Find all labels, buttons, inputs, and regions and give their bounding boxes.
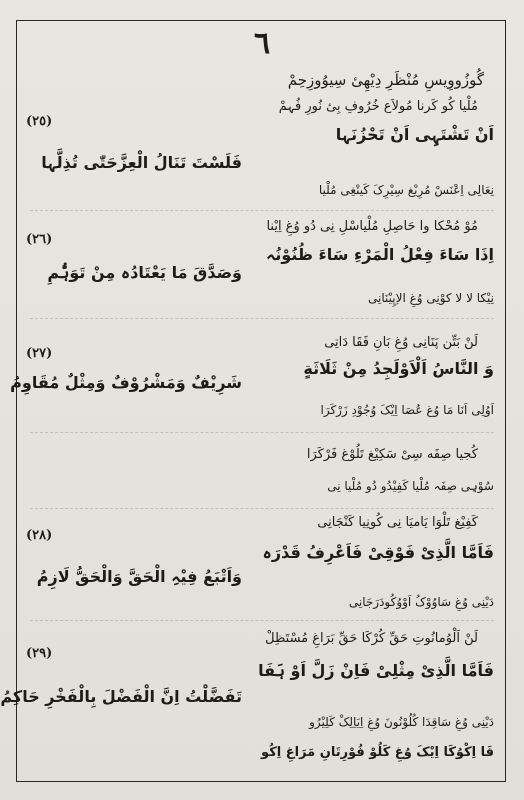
- verse-hemistich-right: اَنْ تَشْتَہِی اَنْ تَحْزُنَہا: [335, 125, 494, 144]
- section-divider: [30, 210, 494, 211]
- verse-hemistich-right: فَاَمَّا الَّذِیْ مِثْلِیْ فَاِنْ زَلَّ اَوْ ہَفَا: [258, 661, 494, 680]
- verse-gloss: اَوُلِی اَنَا مَا وُغ عُصَا اِیْکَ وُجُوْدِ زَرْکَرَا: [320, 403, 494, 417]
- verse-number: (٢٧): [26, 346, 53, 361]
- page-heading: گُوزُووِیسِ مُنْظَرِ دِیْھِیٔ سِیوُوزِحِمْ: [287, 71, 484, 89]
- verse-hemistich-left: تَفَضَّلْتُ اِنَّ الْفَضْلَ بِالْفَخْرِ حَاکِمُ: [0, 687, 242, 706]
- section-divider: [30, 508, 494, 509]
- verse-gloss: نِیْکا لا لا کوْنِی وُغِ الاِپِیْنَانِی: [368, 291, 494, 305]
- section-divider: [30, 318, 494, 319]
- verse-gloss: نِعَالِی اِعْنَسْ مُرِیْغ سِیْرِکَ کَینْغِی مُلْیا: [318, 183, 494, 197]
- verse-hemistich-right: وَ النَّاسُ اَلْاَوْلَجِدُ مِنْ ثَلَاثَةٍ: [303, 359, 494, 378]
- verse-intro: لَنْ بَتِّن پَنَانِی وُغِ بَانِ فَقَا دَاتِی: [324, 335, 478, 350]
- verse-gloss: دَیْنِی وُغِ سَاوُوْکُ اَوْوُکُودَرَجَانِی: [348, 595, 494, 609]
- verse-hemistich-left: شَرِیْفٌ وَمَشْرُوْفٌ وَمِثْلٌ مُقَاوِمُ: [10, 373, 242, 392]
- verse-gloss: دَیْنِی وُغِ سَاقِدَا کُلُوْنُونَ وُغِ اِیَاِلِکْ کَلِیْرُو: [309, 715, 494, 729]
- verse-intro: لَنْ اَلْوُمانُوتِ حَقِّ کُرْکَا حَقِّ بَرَاغِ مُسْتَظِلْ: [265, 631, 478, 646]
- verse-intro: کُجیا صِفَه سِیْ سَکِیْغ تَلُوْغ فَرْکَرَا: [306, 447, 478, 462]
- section-divider: [30, 432, 494, 433]
- verse-hemistich-left: وَاَتْبَعُ فِیْہِ الْحَقَّ وَالْحَقُّ لَازِمُ: [36, 567, 242, 586]
- verse-hemistich-left: فَلَسْتَ تَنَالُ الْعِزَّحَتّٰی تُذِلَّہا: [41, 153, 242, 172]
- verse-intro: مُوْ مُحْکا وا حَاصِلِ مُلْیاسْلِ نِی دُو وُغِ اِیْنا: [266, 219, 478, 234]
- verse-number: (٢٦): [26, 232, 53, 247]
- verse-gloss: فَا اِکْوُکَا اِیْکَ وُغِ کَلُوْ فُوْرِتَانِ مَرَاغِ اِکُو: [261, 745, 494, 760]
- verse-intro: مُلْیا کُو کَرنا مُولاَع خُرُوفِ بِیٔ نُورِ فُہمْ: [278, 99, 478, 114]
- verse-hemistich-right: اِذَا سَاءَ فِعْلُ الْمَرْءِ سَاءَ ظُنُوْنُہ: [265, 245, 494, 264]
- verse-number: (٢٩): [26, 646, 53, 661]
- verse-number: (٢٨): [26, 528, 53, 543]
- verse-hemistich-left: وَصَدَّقَ مَا یَعْتَادُہ مِنْ تَوَہُّمِ: [47, 263, 242, 282]
- page-number: ٦: [253, 26, 271, 61]
- verse-intro: کَفِیْغ تَلْوَا یَامیَا نِی کُونِیا کَنْجَانِی: [317, 515, 478, 530]
- verse-number: (٢٥): [26, 114, 53, 129]
- verse-gloss: سُوْہِی صِفَہ مُلْیا کَفِیْدُو دُو مُلْیا نِی: [327, 479, 494, 493]
- section-divider: [30, 620, 494, 621]
- verse-hemistich-right: فَاَمَّا الَّذِیْ فَوْقِیْ فَاَعْرِفُ قَدْرَہ: [262, 543, 494, 562]
